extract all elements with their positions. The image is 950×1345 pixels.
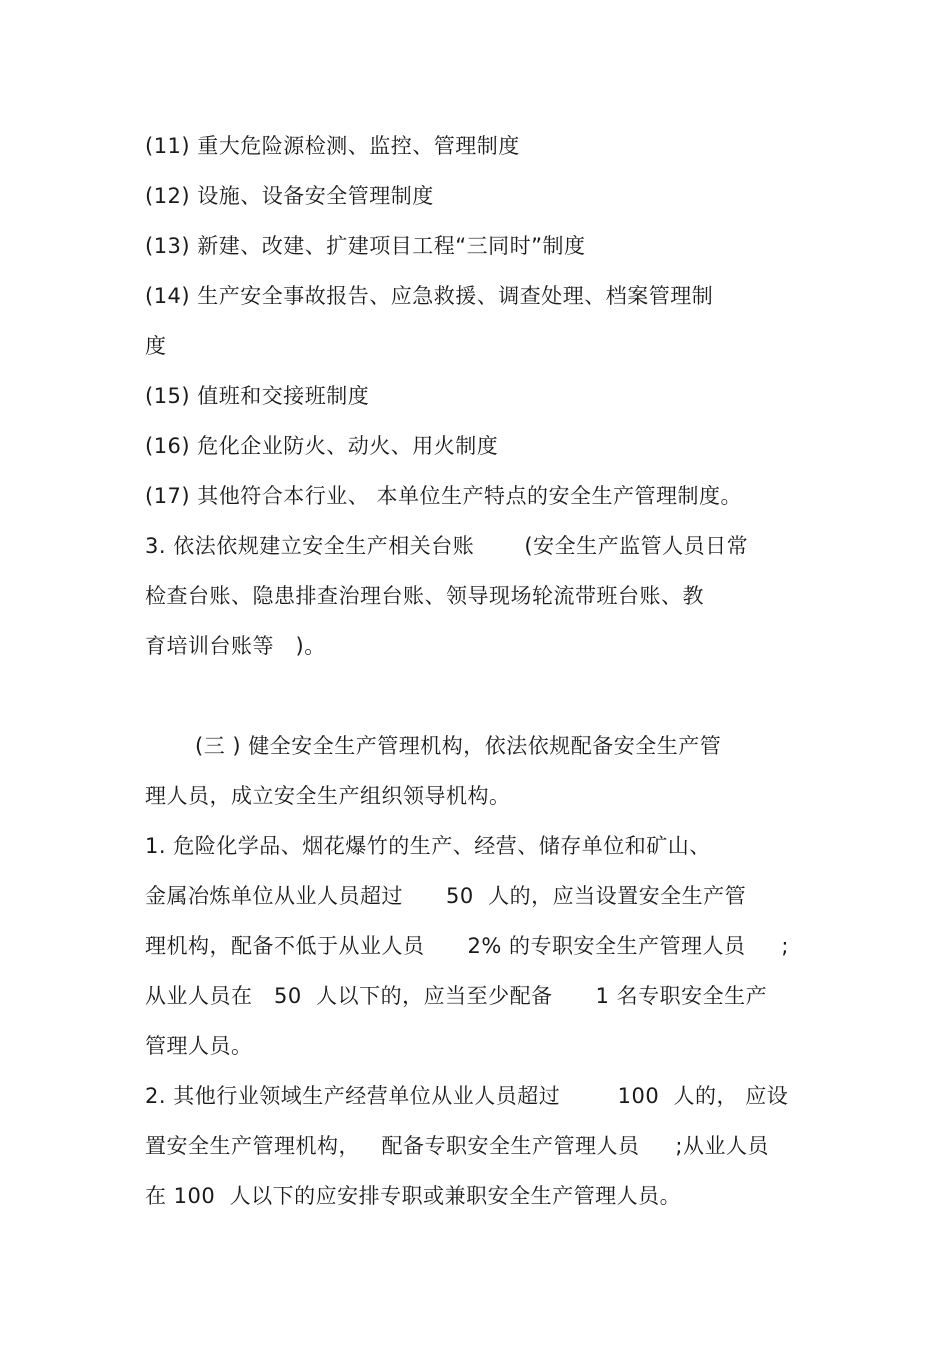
text-line: 3. 依法依规建立安全生产相关台账 (安全生产监管人员日常 xyxy=(145,534,749,558)
text-line: (15) 值班和交接班制度 xyxy=(145,384,370,408)
text-line: 育培训台账等 )。 xyxy=(145,634,326,658)
text-line: 2. 其他行业领域生产经营单位从业人员超过 100 人的， 应设 xyxy=(145,1084,789,1108)
text-line: (13) 新建、改建、扩建项目工程“三同时”制度 xyxy=(145,234,586,258)
text-line: (11) 重大危险源检测、监控、管理制度 xyxy=(145,134,520,158)
text-line: (16) 危化企业防火、动火、用火制度 xyxy=(145,434,499,458)
text-line: (14) 生产安全事故报告、应急救援、调查处理、档案管理制 xyxy=(145,284,714,308)
text-line: 理人员，成立安全生产组织领导机构。 xyxy=(145,784,511,808)
text-line: 管理人员。 xyxy=(145,1034,253,1058)
text-line: (17) 其他符合本行业、 本单位生产特点的安全生产管理制度。 xyxy=(145,484,742,508)
text-line: 在 100 人以下的应安排专职或兼职安全生产管理人员。 xyxy=(145,1184,682,1208)
text-line: 1. 危险化学品、烟花爆竹的生产、经营、储存单位和矿山、 xyxy=(145,834,711,858)
text-line: 置安全生产管理机构， 配备专职安全生产管理人员 ;从业人员 xyxy=(145,1134,769,1158)
text-line: 度 xyxy=(145,334,167,358)
text-line: 检查台账、隐患排查治理台账、领导现场轮流带班台账、教 xyxy=(145,584,704,608)
text-line: (12) 设施、设备安全管理制度 xyxy=(145,184,434,208)
text-line: 从业人员在 50 人以下的，应当至少配备 1 名专职安全生产 xyxy=(145,984,768,1008)
section-heading: (三 ) 健全安全生产管理机构，依法依规配备安全生产管 xyxy=(195,734,722,758)
text-line: 理机构，配备不低于从业人员 2% 的专职安全生产管理人员 ; xyxy=(145,934,789,958)
text-line: 金属冶炼单位从业人员超过 50 人的，应当设置安全生产管 xyxy=(145,884,747,908)
